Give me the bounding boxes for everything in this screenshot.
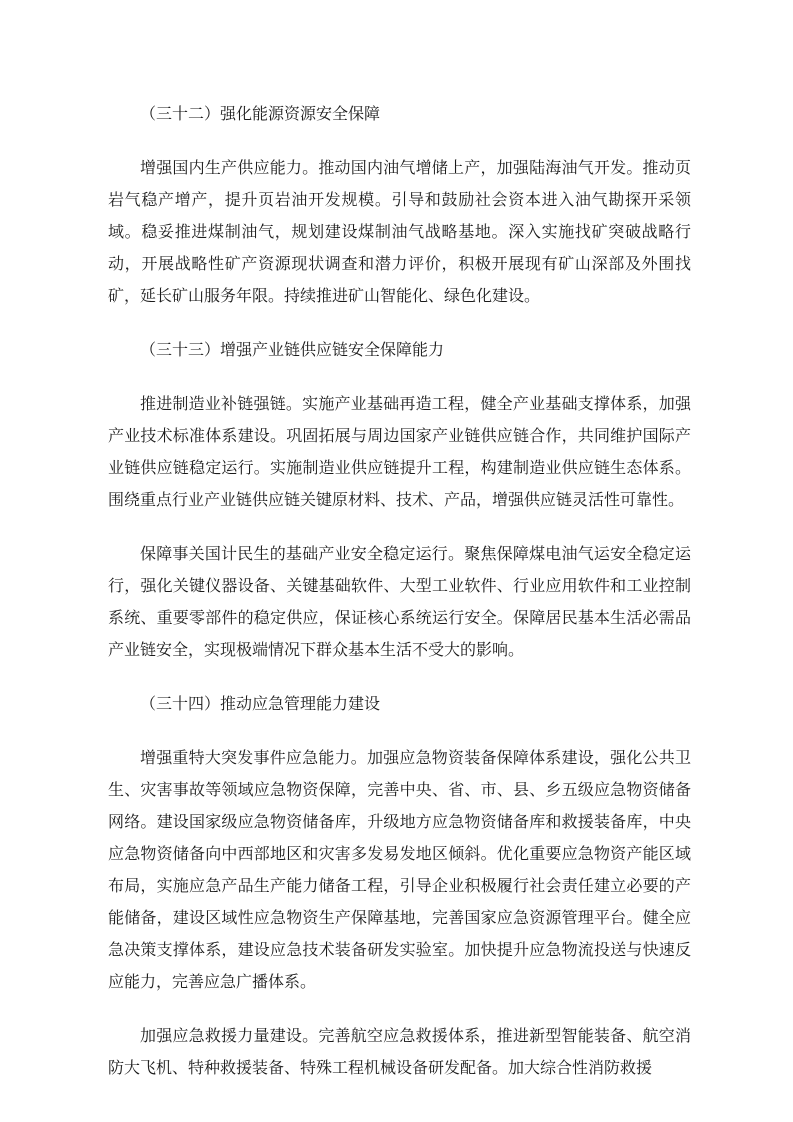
paragraph-emergency-rescue-forces: 加强应急救援力量建设。完善航空应急救援体系，推进新型智能装备、航空消防大飞机、特种救援装备、特殊工程机械设备研发配备。加大综合性消防救援 [108,1026,691,1077]
section-heading-32: （三十二）强化能源资源安全保障 [140,104,381,123]
paragraph-manufacturing-chain: 推进制造业补链强链。实施产业基础再造工程，健全产业基础支撑体系，加强产业技术标准体系建设。巩固拓展与周边国家产业链供应链合作，共同维护国际产业链供应链稳定运行。实施制造业供应链提升工程，构建制造业供应链生态体系。围绕重点行业产业链供应链关键原材料、技术、产品，增强供应链灵活性可靠性。 [108,394,691,509]
paragraph-basic-industry-security: 保障事关国计民生的基础产业安全稳定运行。聚焦保障煤电油气运安全稳定运行，强化关键仪器设备、关键基础软件、大型工业软件、行业应用软件和工业控制系统、重要零部件的稳定供应，保证核心系统运行安全。保障居民基本生活必需品产业链安全，实现极端情况下群众基本生活不受大的影响。 [108,544,691,659]
paragraph-emergency-capability: 增强重特大突发事件应急能力。加强应急物资装备保障体系建设，强化公共卫生、灾害事故等领域应急物资保障，完善中央、省、市、县、乡五级应急物资储备网络。建设国家级应急物资储备库，升级地方应急物资储备库和救援装备库，中央应急物资储备向中西部地区和灾害多发易发地区倾斜。优化重要应急物资产能区域布局，实施应急产品生产能力储备工程，引导企业积极履行社会责任建立必要的产能储备，建设区域性应急物资生产保障基地，完善国家应急资源管理平台。健全应急决策支撑体系，建设应急技术装备研发实验室。加快提升应急物流投送与快速反应能力，完善应急广播体系。 [108,748,691,991]
document-body [108,98,691,1106]
section-heading-34: （三十四）推动应急管理能力建设 [140,694,381,713]
paragraph-energy-supply: 增强国内生产供应能力。推动国内油气增储上产，加强陆海油气开发。推动页岩气稳产增产，提升页岩油开发规模。引导和鼓励社会资本进入油气勘探开采领域。稳妥推进煤制油气，规划建设煤制油气战略基地。深入实施找矿突破战略行动，开展战略性矿产资源现状调查和潜力评价，积极开展现有矿山深部及外围找矿，延长矿山服务年限。持续推进矿山智能化、绿色化建设。 [108,158,691,305]
section-heading-33: （三十三）增强产业链供应链安全保障能力 [140,340,445,359]
